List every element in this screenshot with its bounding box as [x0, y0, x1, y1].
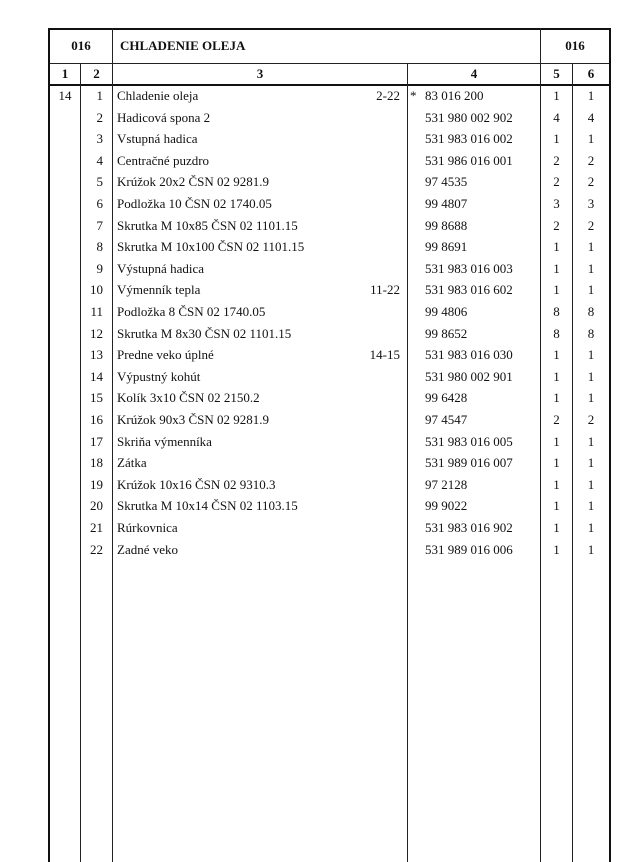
row-qty-2: 2	[587, 153, 595, 168]
row-position: 17	[90, 434, 103, 449]
row-qty-2: 2	[587, 218, 595, 233]
row-qty-2: 1	[587, 520, 595, 535]
row-qty-2: 1	[587, 347, 595, 362]
row-part-number: 531 983 016 902	[425, 520, 513, 535]
row-position: 2	[96, 110, 103, 125]
column-number-bottom-border	[48, 84, 610, 86]
row-position: 22	[90, 542, 103, 557]
row-qty-1: 1	[553, 261, 560, 276]
row-part-number: 99 9022	[425, 498, 468, 513]
column-number-1: 1	[61, 66, 69, 81]
row-part-number: 531 989 016 007	[425, 455, 513, 470]
row-position: 21	[90, 520, 103, 535]
row-mark: *	[410, 88, 417, 103]
row-qty-2: 2	[587, 174, 595, 189]
row-position: 6	[96, 196, 103, 211]
row-qty-2: 1	[587, 434, 595, 449]
row-part-name: Predne veko úplné	[117, 347, 214, 362]
header-code-right: 016	[565, 38, 585, 53]
row-qty-2: 8	[587, 304, 595, 319]
row-qty-2: 1	[587, 542, 595, 557]
header-divider-left	[112, 28, 113, 64]
row-qty-1: 1	[553, 455, 560, 470]
row-range: 2-22	[376, 88, 400, 103]
row-qty-2: 1	[587, 477, 595, 492]
row-part-number: 531 983 016 005	[425, 434, 513, 449]
row-part-number: 531 983 016 030	[425, 347, 513, 362]
col-divider-3-4	[407, 63, 408, 862]
row-position: 4	[96, 153, 103, 168]
row-position: 12	[90, 326, 103, 341]
row-part-number: 99 8688	[425, 218, 468, 233]
row-part-name: Výstupná hadica	[117, 261, 205, 276]
row-qty-1: 2	[553, 218, 560, 233]
row-range: 14-15	[369, 347, 400, 362]
row-qty-2: 1	[587, 369, 595, 384]
row-qty-1: 1	[553, 347, 560, 362]
row-qty-2: 3	[587, 196, 595, 211]
row-qty-1: 8	[553, 326, 560, 341]
row-qty-1: 1	[553, 542, 560, 557]
row-part-number: 99 8691	[425, 239, 468, 254]
row-qty-1: 1	[553, 282, 560, 297]
row-part-name: Skriňa výmenníka	[117, 434, 212, 449]
row-part-number: 531 980 002 902	[425, 110, 513, 125]
row-qty-1: 1	[553, 88, 560, 103]
row-position: 5	[96, 174, 103, 189]
row-part-number: 531 989 016 006	[425, 542, 513, 557]
row-position: 8	[96, 239, 103, 254]
row-part-name: Kolík 3x10 ČSN 02 2150.2	[117, 390, 260, 405]
row-qty-1: 1	[553, 390, 560, 405]
row-qty-1: 1	[553, 477, 560, 492]
row-position: 1	[96, 88, 103, 103]
row-part-name: Centračné puzdro	[117, 153, 210, 168]
row-part-number: 83 016 200	[425, 88, 484, 103]
row-position: 16	[90, 412, 103, 427]
row-qty-1: 1	[553, 520, 560, 535]
header-bottom-border	[48, 63, 610, 64]
row-position: 7	[96, 218, 103, 233]
row-part-number: 99 4807	[425, 196, 468, 211]
column-number-2: 2	[93, 66, 100, 81]
column-number-6: 6	[587, 66, 595, 81]
left-border	[48, 28, 50, 862]
row-qty-1: 2	[553, 153, 560, 168]
row-part-name: Vstupná hadica	[117, 131, 198, 146]
row-part-name: Skrutka M 10x85 ČSN 02 1101.15	[117, 218, 298, 233]
row-part-number: 531 980 002 901	[425, 369, 513, 384]
row-position: 9	[96, 261, 103, 276]
row-part-name: Rúrkovnica	[117, 520, 178, 535]
row-part-name: Krúžok 20x2 ČSN 02 9281.9	[117, 174, 270, 189]
row-qty-1: 8	[553, 304, 560, 319]
row-part-number: 97 4535	[425, 174, 468, 189]
row-qty-1: 1	[553, 131, 560, 146]
row-part-name: Skrutka M 10x14 ČSN 02 1103.15	[117, 498, 298, 513]
row-qty-2: 1	[587, 282, 595, 297]
header-code-left: 016	[71, 38, 91, 53]
row-position: 10	[90, 282, 103, 297]
column-number-3: 3	[256, 66, 264, 81]
row-qty-1: 1	[553, 498, 560, 513]
row-range: 11-22	[370, 282, 400, 297]
row-qty-2: 1	[587, 455, 595, 470]
row-part-name: Podložka 8 ČSN 02 1740.05	[117, 304, 266, 319]
table-top-border	[48, 28, 610, 30]
row-qty-2: 8	[587, 326, 595, 341]
row-position: 19	[90, 477, 103, 492]
row-part-number: 531 986 016 001	[425, 153, 513, 168]
row-part-name: Podložka 10 ČSN 02 1740.05	[117, 196, 272, 211]
col-divider-2-3	[112, 63, 113, 862]
row-position: 18	[90, 455, 103, 470]
row-qty-2: 1	[587, 88, 595, 103]
row-qty-1: 4	[553, 110, 560, 125]
column-number-4: 4	[470, 66, 478, 81]
row-qty-1: 1	[553, 369, 560, 384]
row-qty-1: 3	[553, 196, 560, 211]
row-part-number: 99 8652	[425, 326, 468, 341]
row-qty-2: 1	[587, 239, 595, 254]
row-part-name: Zátka	[117, 455, 147, 470]
row-position: 13	[90, 347, 103, 362]
right-border	[609, 28, 611, 862]
row-part-name: Chladenie oleja	[117, 88, 199, 103]
row-part-number: 531 983 016 002	[425, 131, 513, 146]
row-part-number: 531 983 016 003	[425, 261, 513, 276]
row-part-name: Krúžok 90x3 ČSN 02 9281.9	[117, 412, 270, 427]
row-qty-2: 1	[587, 131, 595, 146]
row-qty-2: 1	[587, 498, 595, 513]
row-qty-1: 2	[553, 174, 560, 189]
row-position: 11	[90, 304, 103, 319]
row-part-name: Zadné veko	[117, 542, 179, 557]
row-part-name: Skrutka M 10x100 ČSN 02 1101.15	[117, 239, 305, 254]
row-qty-2: 1	[587, 261, 595, 276]
row-part-number: 99 6428	[425, 390, 468, 405]
row-part-name: Krúžok 10x16 ČSN 02 9310.3	[117, 477, 276, 492]
row-part-number: 531 983 016 602	[425, 282, 513, 297]
row-part-number: 99 4806	[425, 304, 468, 319]
row-qty-2: 2	[587, 412, 595, 427]
row-qty-2: 4	[587, 110, 595, 125]
row-position: 15	[90, 390, 103, 405]
row-qty-1: 2	[553, 412, 560, 427]
row-part-number: 97 4547	[425, 412, 468, 427]
row-part-number: 97 2128	[425, 477, 468, 492]
row-position: 3	[96, 131, 103, 146]
row-part-name: Výmenník tepla	[117, 282, 201, 297]
row-position: 20	[90, 498, 103, 513]
row-qty-1: 1	[553, 239, 560, 254]
row-part-name: Skrutka M 8x30 ČSN 02 1101.15	[117, 326, 292, 341]
row-part-name: Výpustný kohút	[117, 369, 201, 384]
row-position: 14	[90, 369, 103, 384]
page-title: CHLADENIE OLEJA	[120, 38, 246, 53]
column-number-5: 5	[553, 66, 560, 81]
group-number: 14	[58, 88, 72, 103]
row-qty-1: 1	[553, 434, 560, 449]
row-qty-2: 1	[587, 390, 595, 405]
row-part-name: Hadicová spona 2	[117, 110, 211, 125]
